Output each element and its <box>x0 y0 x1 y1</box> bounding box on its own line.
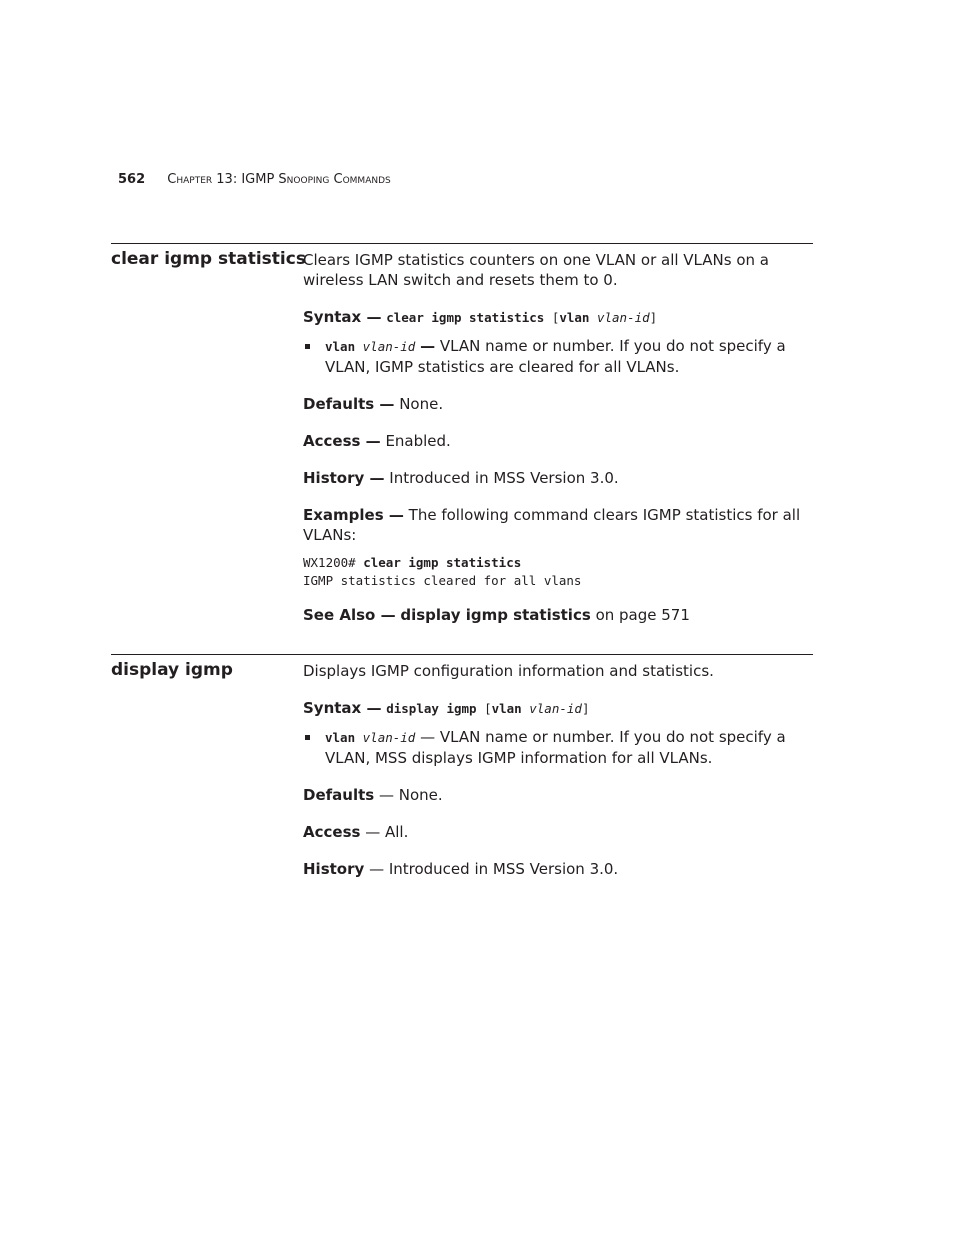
syntax-keyword: vlan <box>559 310 590 325</box>
bullet-icon <box>305 344 310 349</box>
command-title: clear igmp statistics <box>111 249 306 269</box>
history-label: History — <box>303 469 385 487</box>
section-divider <box>111 654 813 655</box>
code-prompt: WX1200# <box>303 555 356 570</box>
see-also-line <box>303 605 803 625</box>
param-description: VLAN name or number. If you do not specify a VLAN, MSS displays IGMP information for all VLANs. <box>325 728 786 767</box>
param-keyword: vlan <box>325 339 356 354</box>
defaults-value: None. <box>399 395 444 413</box>
examples-label: Examples — <box>303 506 404 524</box>
param-dash: — <box>420 337 436 355</box>
bullet-icon <box>305 735 310 740</box>
defaults-line <box>303 785 803 805</box>
defaults-value: — None. <box>378 786 443 804</box>
command-body <box>303 250 803 625</box>
history-label: History <box>303 860 365 878</box>
syntax-command: display igmp <box>386 701 477 716</box>
chapter-title: Chapter 13: IGMP Snooping Commands <box>167 172 391 187</box>
syntax-label: Syntax — <box>303 699 382 717</box>
section-divider <box>111 243 813 244</box>
running-header <box>118 172 391 187</box>
command-body <box>303 661 803 879</box>
history-value: — Introduced in MSS Version 3.0. <box>369 860 619 878</box>
syntax-line <box>303 698 803 719</box>
access-label: Access <box>303 823 361 841</box>
syntax-command: clear igmp statistics <box>386 310 545 325</box>
param-description: VLAN name or number. If you do not specify a VLAN, IGMP statistics are cleared for all VLANs. <box>325 337 786 376</box>
bracket-open: [ <box>484 701 492 716</box>
description: Displays IGMP configuration information and statistics. <box>303 662 714 680</box>
access-line <box>303 822 803 842</box>
syntax-line <box>303 307 803 328</box>
history-line <box>303 468 803 488</box>
param-name: vlan-id <box>362 339 416 354</box>
defaults-line <box>303 394 803 414</box>
page-number: 562 <box>118 172 146 187</box>
syntax-keyword: vlan <box>491 701 522 716</box>
bracket-close: ] <box>581 701 590 716</box>
defaults-label: Defaults <box>303 786 375 804</box>
code-example <box>303 554 803 590</box>
command-title: display igmp <box>111 660 233 680</box>
code-command: clear igmp statistics <box>363 555 522 570</box>
history-line <box>303 859 803 879</box>
see-also-label: See Also — <box>303 606 396 624</box>
syntax-label: Syntax — <box>303 308 382 326</box>
syntax-param: vlan-id <box>529 701 582 716</box>
access-label: Access — <box>303 432 381 450</box>
code-line-command <box>303 554 803 572</box>
description: Clears IGMP statistics counters on one VLAN or all VLANs on a wireless LAN switch and resets them to 0. <box>303 251 769 289</box>
see-also-link[interactable]: display igmp statistics <box>400 606 591 624</box>
syntax-param: vlan-id <box>596 310 650 325</box>
examples-text: The following command clears IGMP statistics for all VLANs: <box>303 506 801 544</box>
param-name: vlan-id <box>362 730 416 745</box>
param-dash: — <box>420 728 436 746</box>
code-line-output: IGMP statistics cleared for all vlans <box>303 573 582 588</box>
access-value: — All. <box>365 823 409 841</box>
history-value: Introduced in MSS Version 3.0. <box>389 469 619 487</box>
access-line <box>303 431 803 451</box>
see-also-page: on page 571 <box>595 606 690 624</box>
param-keyword: vlan <box>325 730 356 745</box>
bracket-close: ] <box>649 310 658 325</box>
defaults-label: Defaults — <box>303 395 395 413</box>
parameter-item <box>303 336 803 377</box>
access-value: Enabled. <box>385 432 451 450</box>
examples-line <box>303 505 803 545</box>
bracket-open: [ <box>551 310 560 325</box>
parameter-item <box>303 727 803 768</box>
